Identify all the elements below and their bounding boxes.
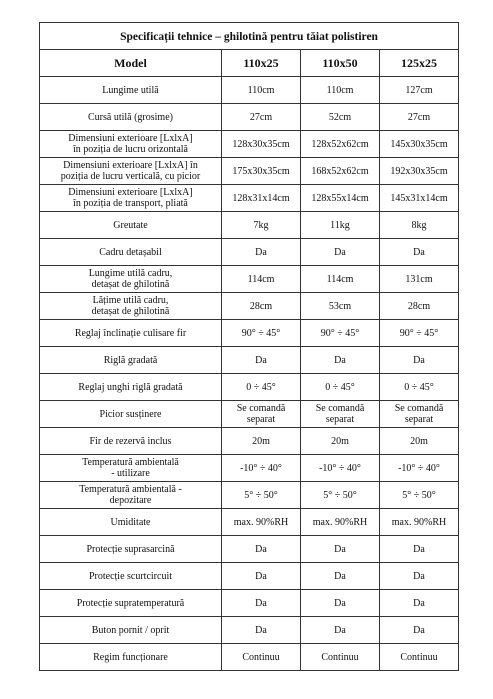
spec-value-110x50: 53cm bbox=[301, 293, 380, 320]
spec-value-110x50: max. 90%RH bbox=[301, 509, 380, 536]
spec-row bbox=[40, 617, 459, 644]
spec-value-125x25: Se comandă separat bbox=[380, 401, 459, 428]
spec-label: Lățime utilă cadru, detașat de ghilotină bbox=[40, 293, 222, 320]
spec-value-110x50: Da bbox=[301, 617, 380, 644]
spec-value-110x25: Se comandă separat bbox=[222, 401, 301, 428]
spec-value-125x25: max. 90%RH bbox=[380, 509, 459, 536]
spec-value-125x25: 145x31x14cm bbox=[380, 185, 459, 212]
spec-value-110x50: Da bbox=[301, 536, 380, 563]
spec-value-110x25: Da bbox=[222, 590, 301, 617]
spec-label: Protecție scurtcircuit bbox=[40, 563, 222, 590]
spec-value-110x25: Da bbox=[222, 347, 301, 374]
spec-row bbox=[40, 266, 459, 293]
spec-row bbox=[40, 293, 459, 320]
spec-label: Cursă utilă (grosime) bbox=[40, 104, 222, 131]
spec-row bbox=[40, 401, 459, 428]
spec-label: Cadru detașabil bbox=[40, 239, 222, 266]
spec-label: Riglă gradată bbox=[40, 347, 222, 374]
spec-value-125x25: 20m bbox=[380, 428, 459, 455]
spec-label: Umiditate bbox=[40, 509, 222, 536]
spec-value-110x50: Da bbox=[301, 590, 380, 617]
spec-value-125x25: 0 ÷ 45° bbox=[380, 374, 459, 401]
spec-value-125x25: -10° ÷ 40° bbox=[380, 455, 459, 482]
spec-value-110x50: Continuu bbox=[301, 644, 380, 671]
spec-value-110x50: 128x55x14cm bbox=[301, 185, 380, 212]
spec-label: Protecție supratemperatură bbox=[40, 590, 222, 617]
spec-table bbox=[39, 22, 459, 671]
header-model-125x25: 125x25 bbox=[380, 50, 459, 77]
spec-value-110x25: 28cm bbox=[222, 293, 301, 320]
spec-value-110x25: 114cm bbox=[222, 266, 301, 293]
spec-row bbox=[40, 374, 459, 401]
spec-row bbox=[40, 239, 459, 266]
spec-value-125x25: Da bbox=[380, 239, 459, 266]
spec-label: Reglaj înclinație culisare fir bbox=[40, 320, 222, 347]
spec-label: Temperatură ambientală - utilizare bbox=[40, 455, 222, 482]
spec-row bbox=[40, 185, 459, 212]
spec-value-110x25: 175x30x35cm bbox=[222, 158, 301, 185]
title-row bbox=[40, 23, 459, 50]
spec-row bbox=[40, 482, 459, 509]
spec-value-125x25: Da bbox=[380, 536, 459, 563]
spec-value-125x25: 90° ÷ 45° bbox=[380, 320, 459, 347]
spec-row bbox=[40, 212, 459, 239]
spec-value-125x25: Continuu bbox=[380, 644, 459, 671]
spec-row bbox=[40, 590, 459, 617]
spec-value-110x50: Se comandă separat bbox=[301, 401, 380, 428]
spec-value-110x25: Da bbox=[222, 563, 301, 590]
spec-value-110x25: 7kg bbox=[222, 212, 301, 239]
spec-value-110x50: 0 ÷ 45° bbox=[301, 374, 380, 401]
spec-value-125x25: Da bbox=[380, 617, 459, 644]
spec-value-125x25: 192x30x35cm bbox=[380, 158, 459, 185]
spec-row bbox=[40, 536, 459, 563]
spec-label: Fir de rezervă inclus bbox=[40, 428, 222, 455]
spec-value-110x50: 110cm bbox=[301, 77, 380, 104]
spec-value-110x25: 90° ÷ 45° bbox=[222, 320, 301, 347]
spec-label: Temperatură ambientală - depozitare bbox=[40, 482, 222, 509]
spec-row bbox=[40, 158, 459, 185]
spec-value-125x25: Da bbox=[380, 590, 459, 617]
spec-value-110x50: -10° ÷ 40° bbox=[301, 455, 380, 482]
spec-row bbox=[40, 563, 459, 590]
spec-value-110x25: -10° ÷ 40° bbox=[222, 455, 301, 482]
spec-value-110x25: 27cm bbox=[222, 104, 301, 131]
spec-value-110x50: 20m bbox=[301, 428, 380, 455]
spec-value-110x50: 114cm bbox=[301, 266, 380, 293]
table-title: Specificații tehnice – ghilotină pentru tăiat polistiren bbox=[40, 23, 459, 50]
spec-label: Regim funcționare bbox=[40, 644, 222, 671]
spec-label: Protecție suprasarcină bbox=[40, 536, 222, 563]
spec-label: Dimensiuni exterioare [LxlxA] în poziția de transport, pliată bbox=[40, 185, 222, 212]
spec-value-110x25: 20m bbox=[222, 428, 301, 455]
spec-row bbox=[40, 455, 459, 482]
spec-table-body bbox=[40, 23, 459, 671]
header-row bbox=[40, 50, 459, 77]
spec-value-125x25: Da bbox=[380, 347, 459, 374]
spec-row bbox=[40, 509, 459, 536]
spec-value-125x25: 28cm bbox=[380, 293, 459, 320]
spec-value-110x25: 0 ÷ 45° bbox=[222, 374, 301, 401]
spec-row bbox=[40, 320, 459, 347]
spec-value-110x25: 110cm bbox=[222, 77, 301, 104]
spec-value-110x25: 128x31x14cm bbox=[222, 185, 301, 212]
spec-row bbox=[40, 104, 459, 131]
spec-value-110x25: Da bbox=[222, 617, 301, 644]
spec-label: Dimensiuni exterioare [LxlxA] în poziția de lucru orizontală bbox=[40, 131, 222, 158]
spec-label: Dimensiuni exterioare [LxlxA] în poziția de lucru verticală, cu picior bbox=[40, 158, 222, 185]
header-model-110x50: 110x50 bbox=[301, 50, 380, 77]
spec-row bbox=[40, 77, 459, 104]
spec-label: Lungime utilă cadru, detașat de ghilotină bbox=[40, 266, 222, 293]
spec-value-110x25: Da bbox=[222, 239, 301, 266]
spec-row bbox=[40, 347, 459, 374]
spec-value-110x50: Da bbox=[301, 563, 380, 590]
spec-value-110x50: 5° ÷ 50° bbox=[301, 482, 380, 509]
spec-value-125x25: 145x30x35cm bbox=[380, 131, 459, 158]
spec-value-110x25: Continuu bbox=[222, 644, 301, 671]
spec-label: Greutate bbox=[40, 212, 222, 239]
spec-label: Lungime utilă bbox=[40, 77, 222, 104]
spec-value-110x50: Da bbox=[301, 239, 380, 266]
spec-value-125x25: 5° ÷ 50° bbox=[380, 482, 459, 509]
spec-value-110x50: Da bbox=[301, 347, 380, 374]
spec-row bbox=[40, 131, 459, 158]
spec-value-125x25: 27cm bbox=[380, 104, 459, 131]
spec-value-110x50: 90° ÷ 45° bbox=[301, 320, 380, 347]
spec-value-110x50: 11kg bbox=[301, 212, 380, 239]
spec-label: Picior susținere bbox=[40, 401, 222, 428]
spec-value-110x50: 128x52x62cm bbox=[301, 131, 380, 158]
spec-row bbox=[40, 644, 459, 671]
spec-value-110x50: 168x52x62cm bbox=[301, 158, 380, 185]
spec-row bbox=[40, 428, 459, 455]
spec-value-110x25: 128x30x35cm bbox=[222, 131, 301, 158]
spec-label: Reglaj unghi riglă gradată bbox=[40, 374, 222, 401]
spec-value-110x25: 5° ÷ 50° bbox=[222, 482, 301, 509]
spec-value-110x25: max. 90%RH bbox=[222, 509, 301, 536]
spec-value-110x50: 52cm bbox=[301, 104, 380, 131]
header-model-110x25: 110x25 bbox=[222, 50, 301, 77]
header-model-label: Model bbox=[40, 50, 222, 77]
spec-value-125x25: 131cm bbox=[380, 266, 459, 293]
spec-label: Buton pornit / oprit bbox=[40, 617, 222, 644]
spec-value-110x25: Da bbox=[222, 536, 301, 563]
spec-value-125x25: 127cm bbox=[380, 77, 459, 104]
spec-value-125x25: Da bbox=[380, 563, 459, 590]
spec-value-125x25: 8kg bbox=[380, 212, 459, 239]
